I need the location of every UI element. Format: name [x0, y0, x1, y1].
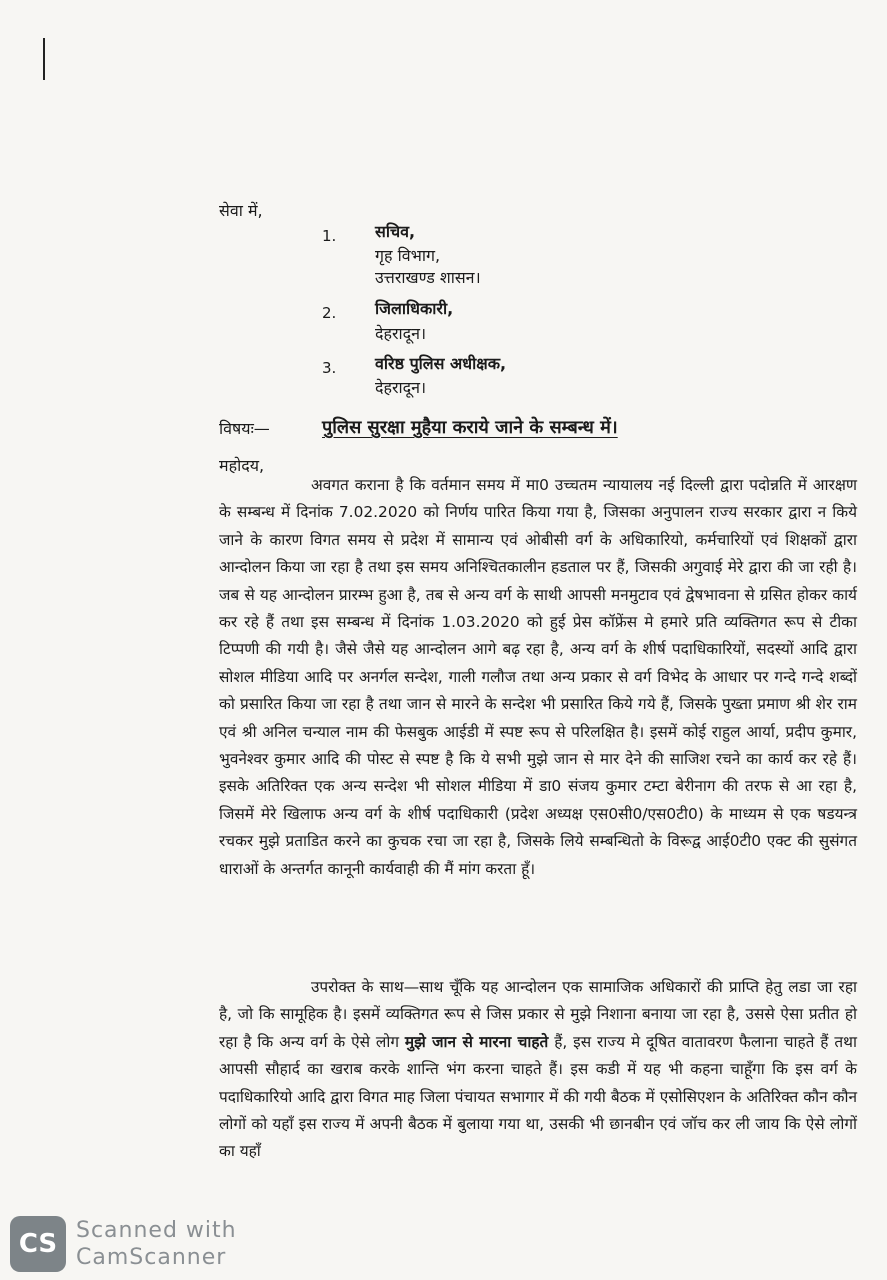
body-paragraph-2 [219, 974, 857, 1166]
camscanner-watermark [10, 1216, 250, 1272]
paragraph-2-end: हैं, इस राज्य मे दूषित वातावरण फैलाना चाहते हैं तथा आपसी सौहार्द का खराब करके शान्ति भंग करना चाहते हैं। इस कडी में यह भी कहना चाहूँगा कि इस वर्ग के पदाधिकारियो आदि द्वारा विगत माह जिला पंचायत सभागार में की गयी बैठक में एसोसिएशन के अतिरिक्त कौन कौन लोगों को यहाँ इस राज्य में अपनी बैठक में बुलाया गया था, उसकी भी छानबीन एवं जॉच कर ली जाय कि ऐसे लोगों का यहाँ [219, 1032, 857, 1161]
paragraph-2-bold-phrase: मुझे जान से मारना चाहते [404, 1032, 549, 1051]
body-paragraph-1: अवगत कराना है कि वर्तमान समय में मा0 उच्चतम न्यायालय नई दिल्ली द्वारा पदोन्नति में आरक्षण के सम्बन्ध में दिनांक 7.02.2020 को निर्णय पारित किया गया है, जिसका अनुपालन राज्य सरकार द्वारा न किये जाने के कारण विगत समय से प्रदेश में सामान्य एवं ओबीसी वर्ग के अधिकारियो, कर्मचारियों एवं शिक्षकों द्वारा आन्दोलन किया जा रहा है तथा इस समय अनिश्चितकालीन हडताल पर हैं, जिसकी अगुवाई मेरे द्वारा की जा रही है। जब से यह आन्दोलन प्रारम्भ हुआ है, तब से अन्य वर्ग के साथी आपसी मनमुटाव एवं द्वेषभावना से ग्रसित होकर कार्य कर रहे हैं तथा इस सम्बन्ध में दिनांक 1.03.2020 को हुई प्रेस कॉफ्रेंस मे हमारे प्रति व्यक्तिगत रूप से टीका टिप्पणी की गयी है। जैसे जैसे यह आन्दोलन आगे बढ़ रहा है, अन्य वर्ग के शीर्ष पदाधिकारियों, सदस्यों आदि द्वारा सोशल मीडिया आदि पर अनर्गल सन्देश, गाली गलौज तथा अन्य प्रकार से वर्ग विभेद के आधार पर गन्दे गन्दे शब्दों को प्रसारित किया जा रहा है तथा जान से मारने के सन्देश भी प्रसारित किये गये हैं, जिसके पुख्ता प्रमाण श्री शेर राम एवं श्री अनिल चन्याल नाम की फेसबुक आईडी में स्पष्ट रूप से परिलक्षित है। इसमें कोई राहुल आर्या, प्रदीप कुमार, भुवनेश्वर कुमार आदि की पोस्ट से स्पष्ट है कि ये सभी मुझे जान से मार देने की साजिश रचने का कार्य कर रहे हैं। इसके अतिरिक्त एक अन्य सन्देश भी सोशल मीडिया में डा0 संजय कुमार टम्टा बेरीनाग की तरफ से आ रहा है, जिसमें मेरे खिलाफ अन्य वर्ग के शीर्ष पदाधिकारी (प्रदेश अध्यक्ष एस0सी0/एस0टी0) के माध्यम से एक षडयन्त्र रचकर मुझे प्रताडित करने का कुचक रचा जा रहा है, जिसके लिये सम्बन्धितो के विरूद्व आई0टी0 एक्ट की सुसंगत धाराओं के अन्तर्गत कानूनी कार्यवाही की मैं मांग करता हूँ। [219, 476, 857, 878]
subject-text: पुलिस सुरक्षा मुहैया कराये जाने के सम्बन्ध में। [322, 417, 618, 438]
recipient-1-title: सचिव, [375, 222, 416, 241]
recipient-3-title: वरिष्ठ पुलिस अधीक्षक, [375, 354, 507, 373]
recipient-1-line-1: गृह विभाग, [375, 246, 441, 265]
recipient-3-line-1: देहरादून। [375, 378, 427, 397]
recipient-2-number: 2. [322, 304, 337, 322]
recipient-1-number: 1. [322, 227, 337, 245]
watermark-line-2: CamScanner [76, 1245, 227, 1270]
recipient-1-line-2: उत्तराखण्ड शासन। [375, 268, 481, 287]
greeting: महोदय, [219, 456, 265, 475]
recipient-2-title: जिलाधिकारी, [375, 299, 454, 318]
subject-label: विषयः— [219, 419, 270, 438]
salutation-to: सेवा में, [219, 201, 263, 220]
paragraph-2-start: उपरोक्त के साथ—साथ चूँकि यह आन्दोलन एक सामाजिक अधिकारों की प्राप्ति हेतु लडा जा रहा है, जो कि सामूहिक है। इसमें व्यक्तिगत रूप से जिस प्रकार से मुझे निशाना बनाया जा रहा है, उससे ऐसा प्रतीत हो रहा है कि अन्य वर्ग के ऐसे लोग [219, 978, 857, 1051]
camscanner-logo-icon: CS [10, 1216, 66, 1272]
recipient-2-line-1: देहरादून। [375, 324, 427, 343]
recipient-3-number: 3. [322, 359, 337, 377]
watermark-line-1: Scanned with [76, 1218, 237, 1243]
margin-pen-mark [43, 38, 45, 80]
